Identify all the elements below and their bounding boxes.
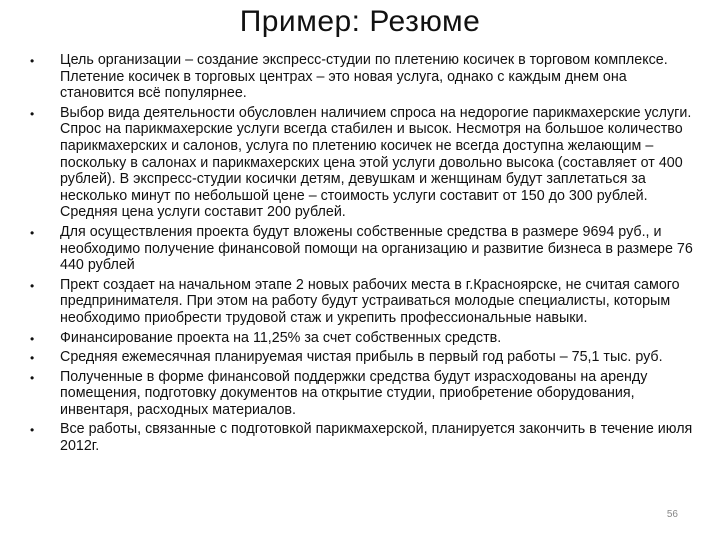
- bullet-dot-icon: •: [30, 370, 35, 385]
- bullet-list: [28, 52, 700, 458]
- bullet-text: Для осуществления проекта будут вложены собственные средства в размере 9694 руб., и необходимо получение финансовой помощи на организацию и развитие бизнеса в размере 76 440 рублей: [60, 223, 693, 274]
- bullet-item: [28, 277, 700, 327]
- bullet-text: Все работы, связанные с подготовкой парикмахерской, планируется закончить в течение июля 2012г.: [60, 421, 693, 455]
- page-number: 56: [666, 509, 678, 520]
- bullet-dot-icon: •: [30, 331, 35, 346]
- bullet-item: [28, 349, 700, 366]
- bullet-item: [28, 105, 700, 221]
- bullet-text: Полученные в форме финансовой поддержки средства будут израсходованы на аренду помещения, подготовку документов на открытие студии, приобретение оборудования, инвентаря, расходных материалов.: [60, 368, 648, 418]
- slide-title: Пример: Резюме: [239, 5, 481, 38]
- bullet-text: Финансирование проекта на 11,25% за счет собственных средств.: [60, 329, 502, 346]
- bullet-item: [28, 52, 700, 102]
- bullet-text: Прект создает на начальном этапе 2 новых рабочих места в г.Красноярске, не считая самого предпринимателя. При этом на работу будут устраиваться молодые специалисты, которым необходимо приобрести трудовой стаж и укрепить профессиональные навыки.: [60, 276, 680, 326]
- bullet-dot-icon: •: [30, 278, 35, 293]
- bullet-text: Выбор вида деятельности обусловлен наличием спроса на недорогие парикмахерские услуги. Спрос на парикмахерские услуги всегда стабилен и высок. Несмотря на большое количество парикмахерских и салонов, услуга по плетению косичек не всегда доступна желающим – поскольку в салонах и парикмахерских цена этой услуги довольно высока (составляет от 400 рублей). В экспресс-студии косички детям, девушкам и женщинам будут заплетаться за несколько минут по небольшой цене – стоимость услуги составит от 150 до 300 рублей. Средняя цена услуги составит 200 рублей.: [60, 104, 692, 221]
- bullet-dot-icon: •: [30, 106, 35, 121]
- bullet-item: [28, 330, 700, 347]
- bullet-dot-icon: •: [30, 423, 35, 438]
- bullet-item: [28, 224, 700, 274]
- bullet-dot-icon: •: [30, 225, 35, 240]
- bullet-item: [28, 369, 700, 419]
- bullet-text: Цель организации – создание экспресс-студии по плетению косичек в торговом комплексе. Плетение косичек в торговых центрах – это новая услуга, однако с каждым днем она становится всё популярнее.: [60, 52, 668, 102]
- bullet-dot-icon: •: [30, 54, 35, 68]
- bullet-dot-icon: •: [30, 351, 35, 366]
- bullet-item: [28, 421, 700, 454]
- bullet-text: Средняя ежемесячная планируемая чистая прибыль в первый год работы – 75,1 тыс. руб.: [60, 349, 663, 366]
